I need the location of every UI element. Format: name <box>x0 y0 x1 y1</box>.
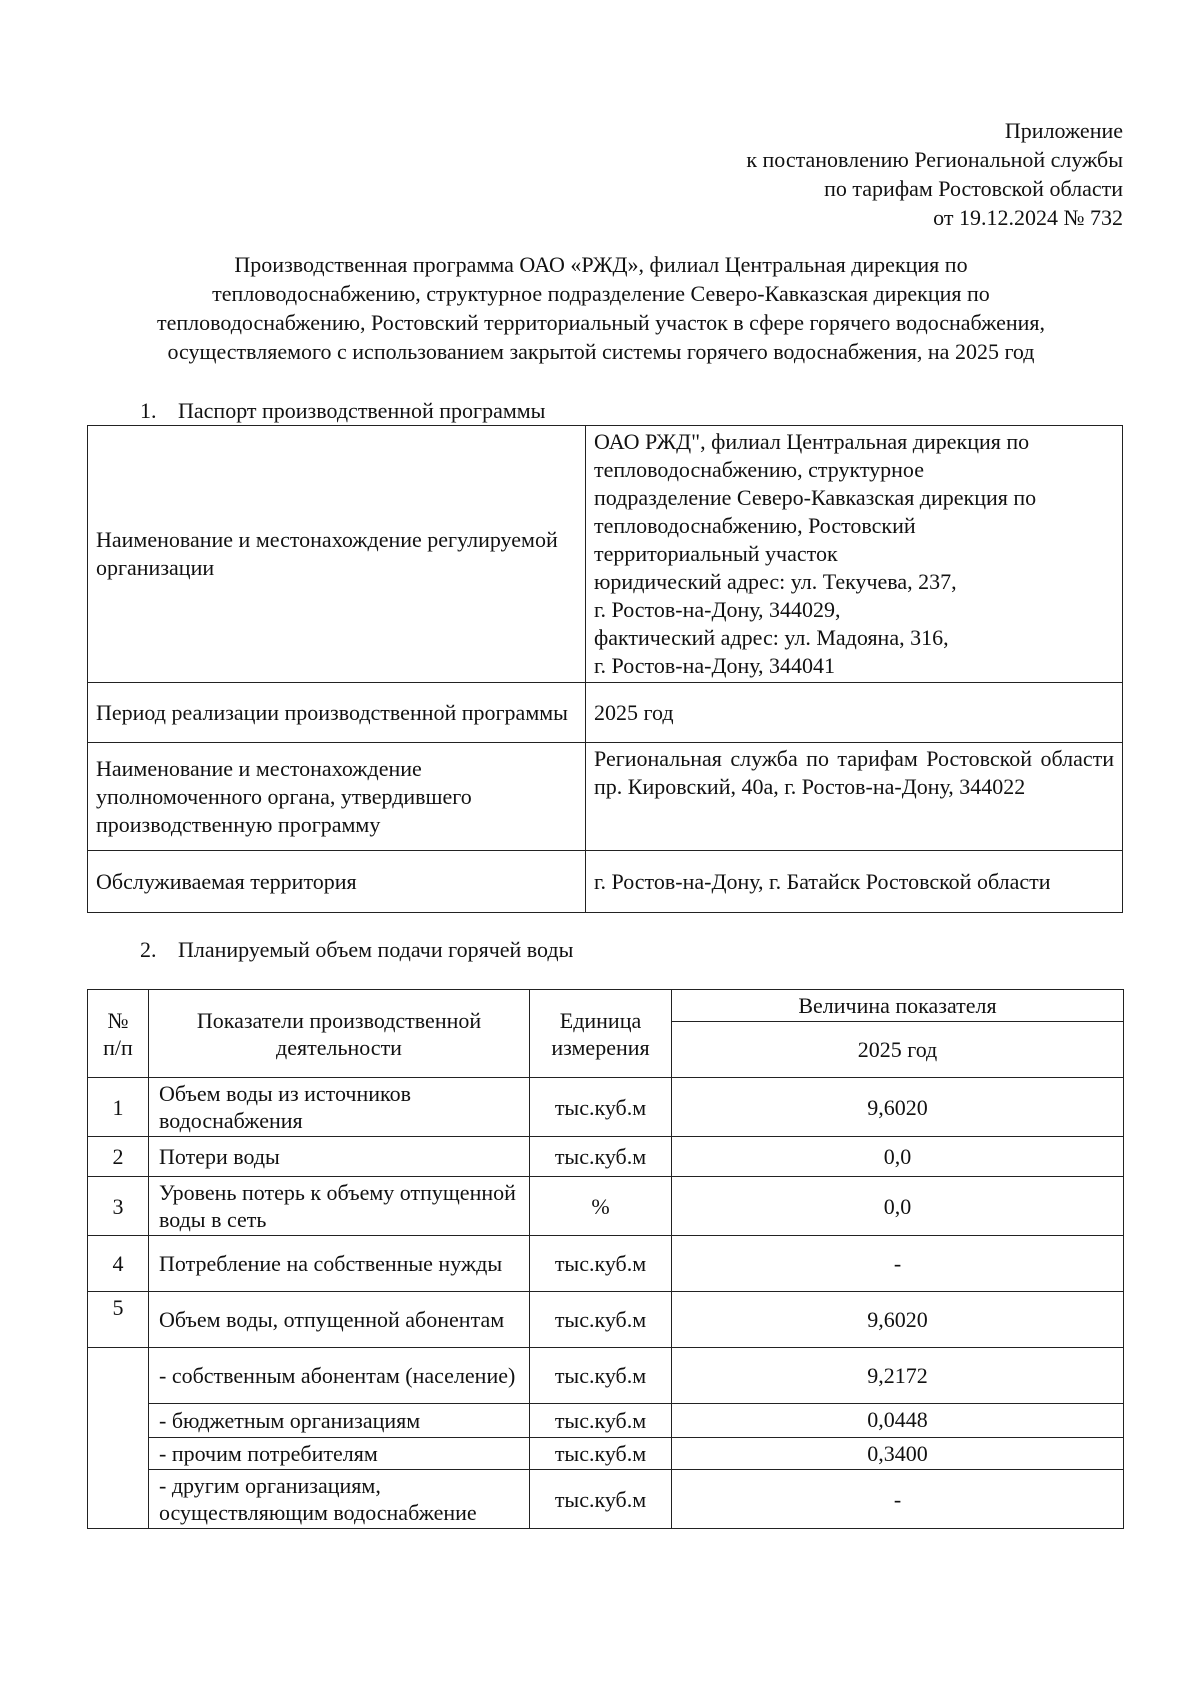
row-value: - <box>672 1236 1124 1292</box>
appendix-line: от 19.12.2024 № 732 <box>933 205 1123 230</box>
section-1-heading <box>140 398 545 424</box>
row-num: 5 <box>88 1292 149 1348</box>
row-unit: тыс.куб.м <box>530 1348 672 1404</box>
section-2-heading <box>140 937 573 963</box>
title-line: тепловодоснабжению, структурное подразделение Северо-Кавказская дирекция по <box>212 281 990 306</box>
row-value: 9,6020 <box>672 1292 1124 1348</box>
row-unit: тыс.куб.м <box>530 1292 672 1348</box>
row-value: 0,0 <box>672 1137 1124 1177</box>
row-value: 0,0448 <box>672 1404 1124 1438</box>
row-indicator: - собственным абонентам (население) <box>149 1348 530 1404</box>
row-value: 0,0 <box>672 1177 1124 1236</box>
title-line: тепловодоснабжению, Ростовский территориальный участок в сфере горячего водоснабжения, <box>156 310 1046 335</box>
row-unit: тыс.куб.м <box>530 1236 672 1292</box>
table-row <box>88 743 1123 851</box>
title-line: осуществляемого с использованием закрытой системы горячего водоснабжения, на 2025 год <box>167 339 1035 364</box>
volume-table <box>87 989 1124 1529</box>
row-unit: тыс.куб.м <box>530 1404 672 1438</box>
row-unit: тыс.куб.м <box>530 1137 672 1177</box>
table-row <box>88 1236 1124 1292</box>
row-num <box>88 1348 149 1529</box>
row-unit: тыс.куб.м <box>530 1438 672 1470</box>
table-row <box>88 1470 1124 1529</box>
row-indicator: - другим организациям, осуществляющим водоснабжение <box>149 1470 530 1529</box>
row-indicator: Уровень потерь к объему отпущенной воды в сеть <box>149 1177 530 1236</box>
section-number: 2. <box>140 937 157 962</box>
table-header-row <box>88 990 1124 1022</box>
value-line: территориальный участок <box>594 541 838 566</box>
appendix-line: к постановлению Региональной службы <box>746 147 1123 172</box>
passport-label: Наименование и местонахождение уполномоченного органа, утвердившего производственную программу <box>88 743 586 851</box>
section-number: 1. <box>140 398 157 423</box>
value-line: г. Ростов-на-Дону, 344041 <box>594 653 836 678</box>
document-title <box>86 250 1116 366</box>
row-value: 9,6020 <box>672 1078 1124 1137</box>
table-row <box>88 1438 1124 1470</box>
row-num: 3 <box>88 1177 149 1236</box>
row-unit: тыс.куб.м <box>530 1078 672 1137</box>
passport-value: Региональная служба по тарифам Ростовской области пр. Кировский, 40а, г. Ростов-на-Дону, 344022 <box>586 743 1123 851</box>
header-indicator: Показатели производственной деятельности <box>149 990 530 1078</box>
row-unit: % <box>530 1177 672 1236</box>
table-row <box>88 426 1123 683</box>
passport-label: Период реализации производственной программы <box>88 683 586 743</box>
row-num: 4 <box>88 1236 149 1292</box>
table-row <box>88 1292 1124 1348</box>
value-line: г. Ростов-на-Дону, 344029, <box>594 597 841 622</box>
table-row <box>88 1137 1124 1177</box>
header-value-group: Величина показателя <box>672 990 1124 1022</box>
table-row <box>88 1177 1124 1236</box>
passport-label: Обслуживаемая территория <box>88 851 586 913</box>
table-row <box>88 683 1123 743</box>
value-line: подразделение Северо-Кавказская дирекция по <box>594 485 1037 510</box>
section-title: Паспорт производственной программы <box>178 398 546 423</box>
passport-value: 2025 год <box>586 683 1123 743</box>
passport-value <box>586 426 1123 683</box>
header-num: № п/п <box>88 990 149 1078</box>
value-line: тепловодоснабжению, структурное <box>594 457 924 482</box>
appendix-line: по тарифам Ростовской области <box>824 176 1123 201</box>
value-line: фактический адрес: ул. Мадояна, 316, <box>594 625 949 650</box>
row-value: 9,2172 <box>672 1348 1124 1404</box>
passport-value: г. Ростов-на-Дону, г. Батайск Ростовской области <box>586 851 1123 913</box>
passport-table <box>87 425 1123 913</box>
header-year: 2025 год <box>672 1022 1124 1078</box>
appendix-block <box>746 116 1123 232</box>
row-indicator: - бюджетным организациям <box>149 1404 530 1438</box>
value-line: юридический адрес: ул. Текучева, 237, <box>594 569 957 594</box>
row-indicator: Потребление на собственные нужды <box>149 1236 530 1292</box>
value-line: тепловодоснабжению, Ростовский <box>594 513 916 538</box>
header-unit: Единица измерения <box>530 990 672 1078</box>
passport-label: Наименование и местонахождение регулируемой организации <box>88 426 586 683</box>
appendix-line: Приложение <box>1004 118 1123 143</box>
table-row <box>88 1348 1124 1404</box>
table-row <box>88 1404 1124 1438</box>
row-indicator: Потери воды <box>149 1137 530 1177</box>
section-title: Планируемый объем подачи горячей воды <box>178 937 574 962</box>
row-indicator: Объем воды из источников водоснабжения <box>149 1078 530 1137</box>
row-indicator: - прочим потребителям <box>149 1438 530 1470</box>
row-value: 0,3400 <box>672 1438 1124 1470</box>
row-indicator: Объем воды, отпущенной абонентам <box>149 1292 530 1348</box>
table-row <box>88 1078 1124 1137</box>
row-num: 1 <box>88 1078 149 1137</box>
table-row <box>88 851 1123 913</box>
row-value: - <box>672 1470 1124 1529</box>
row-num: 2 <box>88 1137 149 1177</box>
row-unit: тыс.куб.м <box>530 1470 672 1529</box>
value-line: ОАО РЖД", филиал Центральная дирекция по <box>594 429 1030 454</box>
title-line: Производственная программа ОАО «РЖД», филиал Центральная дирекция по <box>234 252 968 277</box>
